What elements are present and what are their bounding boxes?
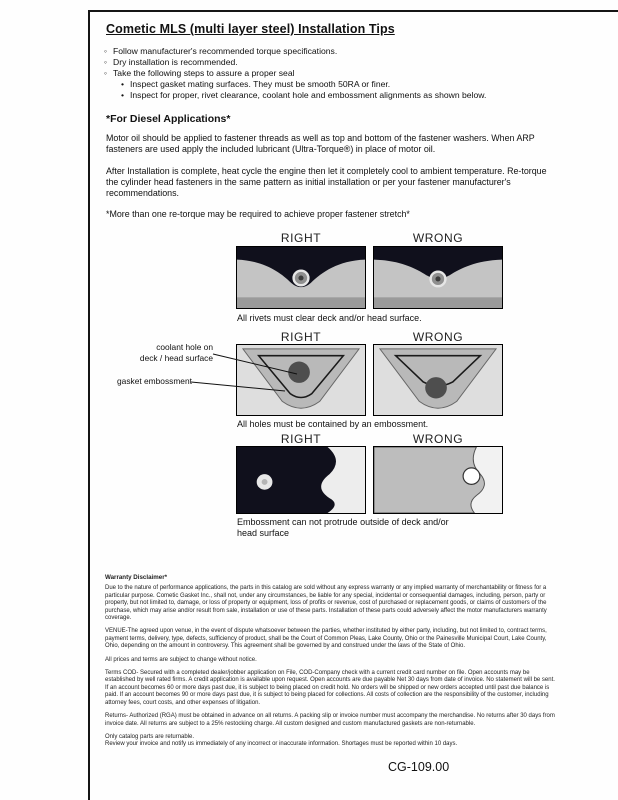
embossment-protruding-diagram — [373, 446, 503, 514]
warranty-heading: Warranty Disclaimer* — [105, 574, 168, 581]
tip-text: Follow manufacturer's recommended torque specifications. — [113, 46, 338, 56]
annotation-line: coolant hole on — [156, 342, 213, 352]
coolant-hole-icon — [425, 377, 447, 398]
row3-right-label: RIGHT — [280, 432, 322, 446]
rivet-clear-diagram — [236, 246, 366, 309]
annotation-line: deck / head surface — [139, 352, 213, 363]
warranty-paragraph: Only catalog parts are returnable. — [105, 733, 195, 740]
warranty-paragraph: Review your invoice and notify us immediately of any incorrect or inaccurate information. Shortages must be reported within 10 days. — [105, 741, 458, 748]
diesel-section — [106, 114, 561, 220]
row1-wrong-label: WRONG — [412, 231, 464, 245]
tip-text: Inspect for proper, rivet clearance, coolant hole and embossment alignments as shown below. — [130, 90, 487, 100]
row2-wrong-label: WRONG — [412, 330, 464, 344]
embossment-cut-drawing — [374, 345, 502, 415]
tip-item — [104, 57, 586, 68]
embossment-inside-drawing — [237, 447, 365, 513]
rivet-overlap-drawing — [374, 247, 502, 308]
embossment-inside-deck-diagram — [236, 446, 366, 514]
tip-item — [104, 46, 586, 57]
diesel-heading: *For Diesel Applications* — [106, 113, 231, 125]
tip-item — [104, 68, 586, 79]
diesel-paragraph-2: After Installation is complete, heat cycle the engine then let it completely cool to ambient temperature. Re-torque the cylinder head fasteners in the same pattern as initial installation or per your fastener manufacturer's recommendations. — [106, 165, 547, 199]
tip-sub-item — [104, 79, 586, 90]
bolt-hole-icon — [463, 468, 480, 485]
row1-right-label: RIGHT — [280, 231, 322, 245]
rivet-clear-drawing — [237, 247, 365, 308]
row2-right-label: RIGHT — [280, 330, 322, 344]
row3-wrong-label: WRONG — [412, 432, 464, 446]
tip-text: Dry installation is recommended. — [113, 57, 238, 67]
warranty-section — [105, 574, 557, 749]
tips-list — [104, 46, 586, 101]
warranty-paragraph: VENUE-The agreed upon venue, in the event of dispute whatsoever between the parties, whether instituted by either party, including, but not limited to, contract terms, payment terms, delivery, type, defects, sufficiency of product, shall be the Court of Common Pleas, Lake County, Ohio or the Painesville Municipal Court, Lake County, Ohio, depending on the amount in controversy. This agreement shall be governed by and construed under the laws of the State of Ohio. — [105, 628, 547, 650]
tip-text: Inspect gasket mating surfaces. They must be smooth 50RA or finer. — [130, 79, 391, 89]
gasket-embossment-annotation: gasket embossment — [117, 376, 192, 386]
catalog-code: CG-109.00 — [388, 760, 450, 774]
row3-caption: Embossment can not protrude outside of deck and/or head surface — [237, 517, 449, 538]
row1-caption: All rivets must clear deck and/or head surface. — [237, 313, 422, 323]
retorque-note: *More than one re-torque may be required to achieve proper fastener stretch* — [106, 209, 410, 220]
warranty-paragraph: All prices and terms are subject to change without notice. — [105, 656, 257, 663]
warranty-paragraph: Returns- Authorized (RGA) must be obtained in advance on all returns. A packing slip or invoice number must accompany the merchandise. No returns after 30 days from invoice date. All returns are subject to a 25% restocking charge. All custom designed and custom manufactured gaskets are non-returnable. — [105, 713, 555, 727]
tip-sub-item — [104, 90, 586, 101]
tip-text: Take the following steps to assure a proper seal — [113, 68, 295, 78]
row2-caption: All holes must be contained by an embossment. — [237, 419, 429, 429]
page-title: Cometic MLS (multi layer steel) Installation Tips — [106, 22, 395, 36]
embossment-protruding-drawing — [374, 447, 502, 513]
warranty-paragraph: Terms COD- Secured with a completed dealer/jobber application on File, COD-Company check with a current credit card number on file. Open accounts may be established by well rated firms. A credit application is available upon request. Open accounts are due payable Net 30 days from date of invoice. No statement will be sent. If an account becomes 60 or more days past due, it is subject to being placed on credit hold. No orders will be shipped or new orders accepted until past due balance is paid. If an account becomes 90 or more days past due, it is subject to being placed for collections. All costs of collection are the responsibility of the customer, including attorney fees, court costs, and other expenses of litigation. — [105, 670, 555, 706]
annotation-pointer-lines — [185, 344, 305, 399]
diesel-paragraph-1: Motor oil should be applied to fastener threads as well as top and bottom of the fastener washers. When ARP fasteners are used apply the included lubricant (Ultra-Torque®) in place of motor oil. — [106, 133, 535, 155]
warranty-paragraph: Due to the nature of performance applications, the parts in this catalog are sold without any express warranty or any implied warranty of merchantability or fitness for a particular purpose. Cometic Gasket Inc., shall not, under any circumstances, be liable for any special, incidental or consequential damages, including, person, party or property, but not limited to, damage, or loss of property or equipment, loss of profits or revenue, cost of purchased or replacement goods, or claims of customers of the purchase, which may arise and/or result from sale, installation or use of these parts. Installation of these parts could adversely affect the motor manufacturers warranty coverage. — [105, 585, 547, 622]
embossment-cut-diagram — [373, 344, 503, 416]
rivet-overlap-diagram — [373, 246, 503, 309]
